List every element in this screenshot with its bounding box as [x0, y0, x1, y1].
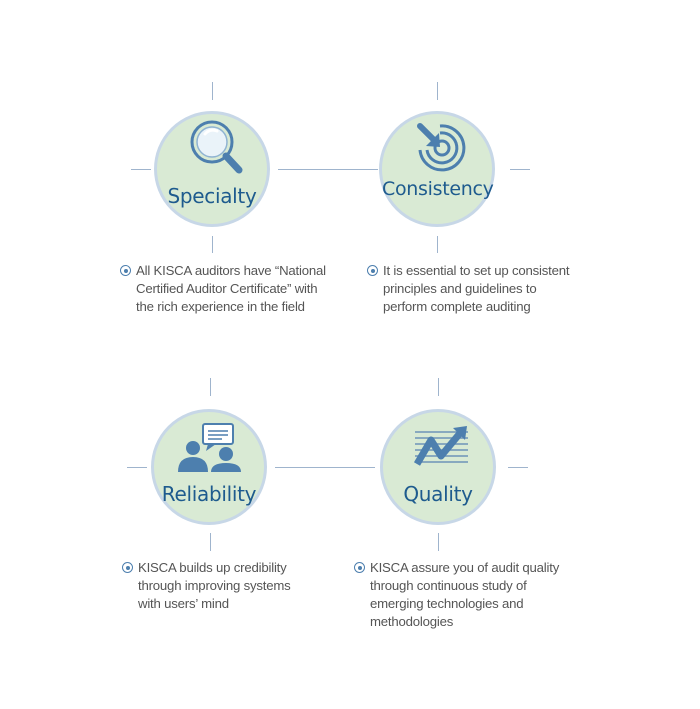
target-arrow-icon: [382, 114, 492, 224]
pillar-title-consistency: Consistency: [382, 178, 494, 200]
consistency-circle: [379, 111, 495, 227]
connector-line: [510, 169, 530, 170]
connector-line: [437, 82, 438, 100]
reliability-description: [122, 559, 291, 613]
specialty-description: [120, 262, 326, 316]
connector-line: [437, 236, 438, 253]
connector-line: [275, 467, 375, 468]
connector-line: [131, 169, 151, 170]
pillar-title-specialty: Specialty: [167, 184, 257, 208]
connector-line: [210, 378, 211, 396]
connector-line: [210, 533, 211, 551]
specialty-circle: [154, 111, 270, 227]
connector-line: [212, 82, 213, 100]
connector-line: [438, 533, 439, 551]
bullet-icon: [367, 265, 378, 276]
quality-circle: [380, 409, 496, 525]
pillar-title-reliability: Reliability: [161, 482, 257, 506]
description-line: through continuous study of: [370, 578, 527, 593]
bullet-icon: [354, 562, 365, 573]
description-line: the rich experience in the field: [136, 299, 305, 314]
connector-line: [508, 467, 528, 468]
connector-line: [438, 378, 439, 396]
bullet-icon: [120, 265, 131, 276]
connector-line: [278, 169, 378, 170]
description-line: perform complete auditing: [383, 299, 531, 314]
description-line: with users’ mind: [138, 596, 229, 611]
reliability-circle: [151, 409, 267, 525]
pillar-title-quality: Quality: [403, 482, 473, 506]
description-line: It is essential to set up consistent: [383, 263, 570, 278]
description-line: principles and guidelines to: [383, 281, 537, 296]
connector-line: [212, 236, 213, 253]
consistency-description: [367, 262, 569, 316]
description-line: All KISCA auditors have “National: [136, 263, 326, 278]
description-line: KISCA builds up credibility: [138, 560, 287, 575]
description-line: emerging technologies and: [370, 596, 524, 611]
quality-description: [354, 559, 559, 631]
description-line: through improving systems: [138, 578, 291, 593]
bullet-icon: [122, 562, 133, 573]
description-line: KISCA assure you of audit quality: [370, 560, 560, 575]
description-line: methodologies: [370, 614, 454, 629]
connector-line: [127, 467, 147, 468]
description-line: Certified Auditor Certificate” with: [136, 281, 318, 296]
